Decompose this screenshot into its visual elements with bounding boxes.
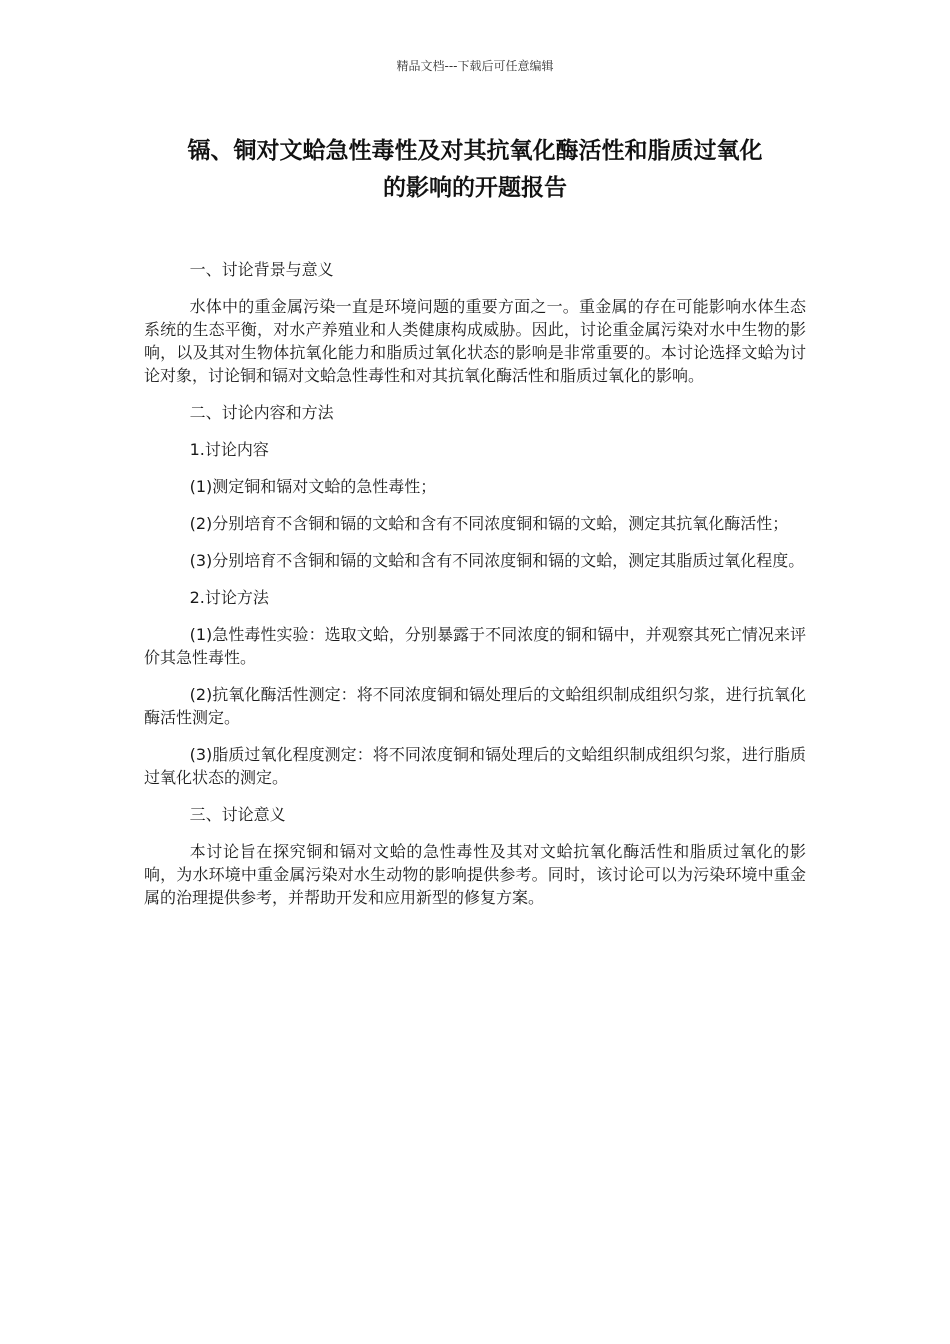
section-heading-content-methods: 二、讨论内容和方法: [189, 403, 334, 422]
paragraph-significance: 本讨论旨在探究铜和镉对文蛤的急性毒性及其对文蛤抗氧化酶活性和脂质过氧化的影响，为水环境中重金属污染对水生动物的影响提供参考。同时，该讨论可以为污染环境中重金属的治理提供参考，并帮助开发和应用新型的修复方案。: [144, 842, 806, 907]
subheading-methods: 2.讨论方法: [189, 588, 269, 607]
document-title: [140, 133, 810, 207]
content-item-1: (1)测定铜和镉对文蛤的急性毒性；: [189, 477, 437, 496]
section-heading-background: 一、讨论背景与意义: [189, 260, 334, 279]
document-body: [144, 258, 806, 923]
section-heading-significance: 三、讨论意义: [189, 805, 286, 824]
header-note: 精品文档---下载后可任意编辑: [396, 59, 554, 73]
paragraph-background: 水体中的重金属污染一直是环境问题的重要方面之一。重金属的存在可能影响水体生态系统的生态平衡，对水产养殖业和人类健康构成威胁。因此，讨论重金属污染对水中生物的影响，以及其对生物体抗氧化能力和脂质过氧化状态的影响是非常重要的。本讨论选择文蛤为讨论对象，讨论铜和镉对文蛤急性毒性和对其抗氧化酶活性和脂质过氧化的影响。: [144, 297, 806, 385]
title-line-1: 镉、铜对文蛤急性毒性及对其抗氧化酶活性和脂质过氧化: [187, 138, 763, 164]
subheading-content: 1.讨论内容: [189, 440, 269, 459]
method-item-1: (1)急性毒性实验：选取文蛤，分别暴露于不同浓度的铜和镉中，并观察其死亡情况来评价其急性毒性。: [144, 625, 806, 667]
content-item-3: (3)分别培育不含铜和镉的文蛤和含有不同浓度铜和镉的文蛤，测定其脂质过氧化程度。: [189, 551, 805, 570]
content-item-2: (2)分别培育不含铜和镉的文蛤和含有不同浓度铜和镉的文蛤，测定其抗氧化酶活性；: [189, 514, 789, 533]
method-item-2: (2)抗氧化酶活性测定：将不同浓度铜和镉处理后的文蛤组织制成组织匀浆，进行抗氧化酶活性测定。: [144, 685, 806, 727]
method-item-3: (3)脂质过氧化程度测定：将不同浓度铜和镉处理后的文蛤组织制成组织匀浆，进行脂质过氧化状态的测定。: [144, 745, 806, 787]
title-line-2: 的影响的开题报告: [383, 175, 567, 201]
